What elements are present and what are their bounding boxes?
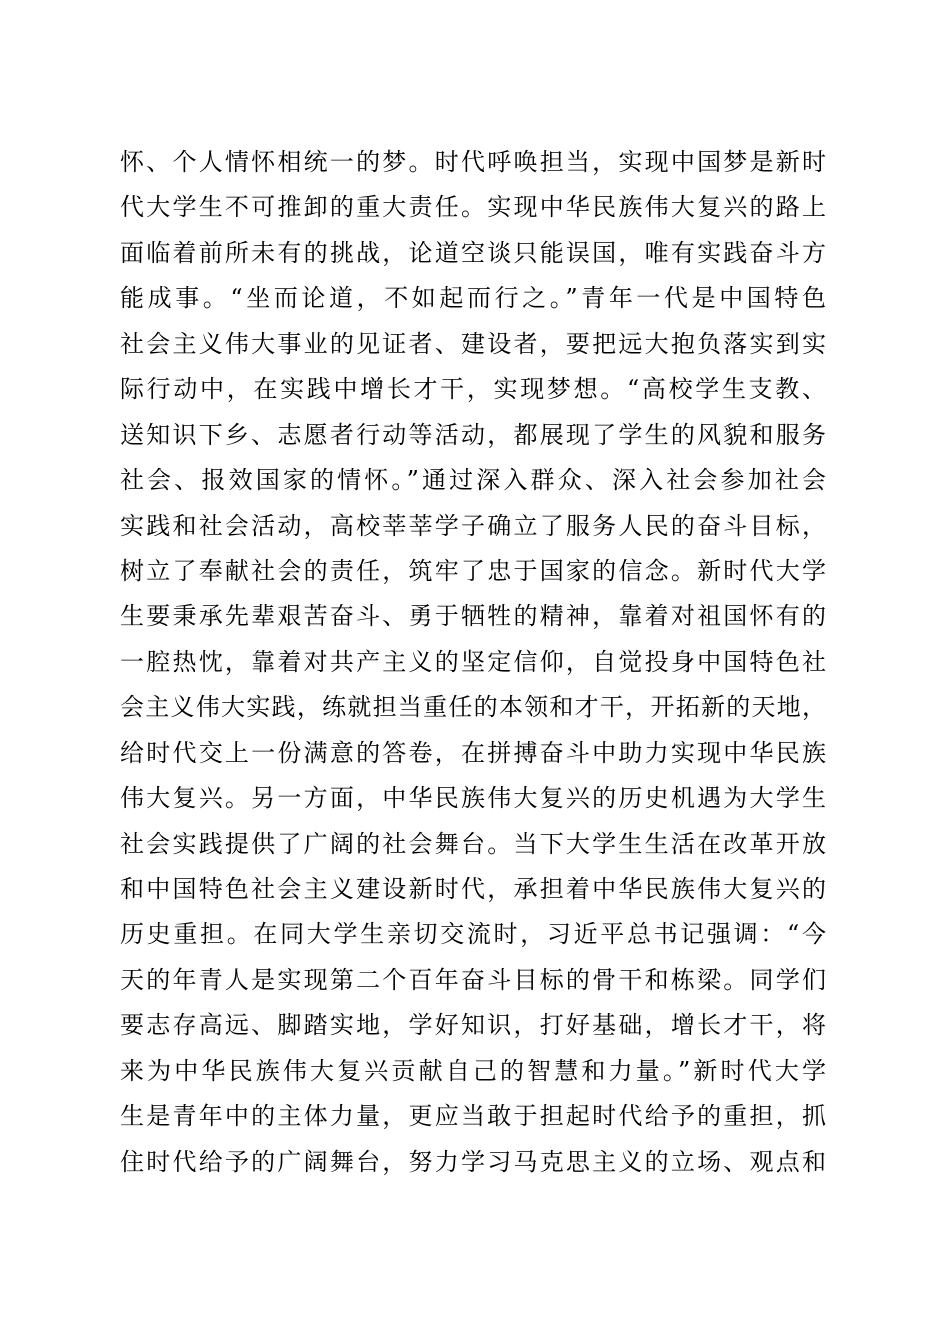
text-line: 天的年青人是实现第二个百年奋斗目标的骨干和栋梁。同学们 bbox=[120, 965, 826, 994]
text-line: 来为中华民族伟大复兴贡献自己的智慧和力量。”新时代大学 bbox=[120, 1056, 826, 1085]
text-line: 住时代给予的广阔舞台，努力学习马克思主义的立场、观点和 bbox=[120, 1147, 826, 1176]
text-line: 生要秉承先辈艰苦奋斗、勇于牺牲的精神，靠着对祖国怀有的 bbox=[120, 602, 826, 631]
text-line: 树立了奉献社会的责任，筑牢了忠于国家的信念。新时代大学 bbox=[120, 556, 826, 585]
text-line: 一腔热忱，靠着对共产主义的坚定信仰，自觉投身中国特色社 bbox=[120, 647, 826, 676]
text-line: 社会主义伟大事业的见证者、建设者，要把远大抱负落实到实 bbox=[120, 329, 826, 358]
text-line: 社会实践提供了广阔的社会舞台。当下大学生生活在改革开放 bbox=[120, 829, 826, 858]
text-line: 能成事。“坐而论道，不如起而行之。”青年一代是中国特色 bbox=[120, 284, 826, 313]
text-line: 社会、报效国家的情怀。”通过深入群众、深入社会参加社会 bbox=[120, 466, 826, 495]
body-paragraph bbox=[120, 140, 826, 1185]
text-line: 历史重担。在同大学生亲切交流时，习近平总书记强调：“今 bbox=[120, 920, 826, 949]
text-line: 实践和社会活动，高校莘莘学子确立了服务人民的奋斗目标， bbox=[120, 511, 826, 540]
text-line: 生是青年中的主体力量，更应当敢于担起时代给予的重担，抓 bbox=[120, 1102, 826, 1131]
text-line: 面临着前所未有的挑战，论道空谈只能误国，唯有实践奋斗方 bbox=[120, 238, 826, 267]
text-line: 伟大复兴。另一方面，中华民族伟大复兴的历史机遇为大学生 bbox=[120, 784, 826, 813]
text-line: 际行动中，在实践中增长才干，实现梦想。“高校学生支教、 bbox=[120, 375, 826, 404]
text-line: 给时代交上一份满意的答卷，在拼搏奋斗中助力实现中华民族 bbox=[120, 738, 826, 767]
text-line: 代大学生不可推卸的重大责任。实现中华民族伟大复兴的路上 bbox=[120, 193, 826, 222]
text-line: 送知识下乡、志愿者行动等活动，都展现了学生的风貌和服务 bbox=[120, 420, 826, 449]
text-line: 和中国特色社会主义建设新时代，承担着中华民族伟大复兴的 bbox=[120, 875, 826, 903]
text-line: 怀、个人情怀相统一的梦。时代呼唤担当，实现中国梦是新时 bbox=[120, 148, 826, 176]
text-line: 会主义伟大实践，练就担当重任的本领和才干，开拓新的天地， bbox=[120, 693, 826, 722]
text-line: 要志存高远、脚踏实地，学好知识，打好基础，增长才干，将 bbox=[120, 1011, 826, 1040]
